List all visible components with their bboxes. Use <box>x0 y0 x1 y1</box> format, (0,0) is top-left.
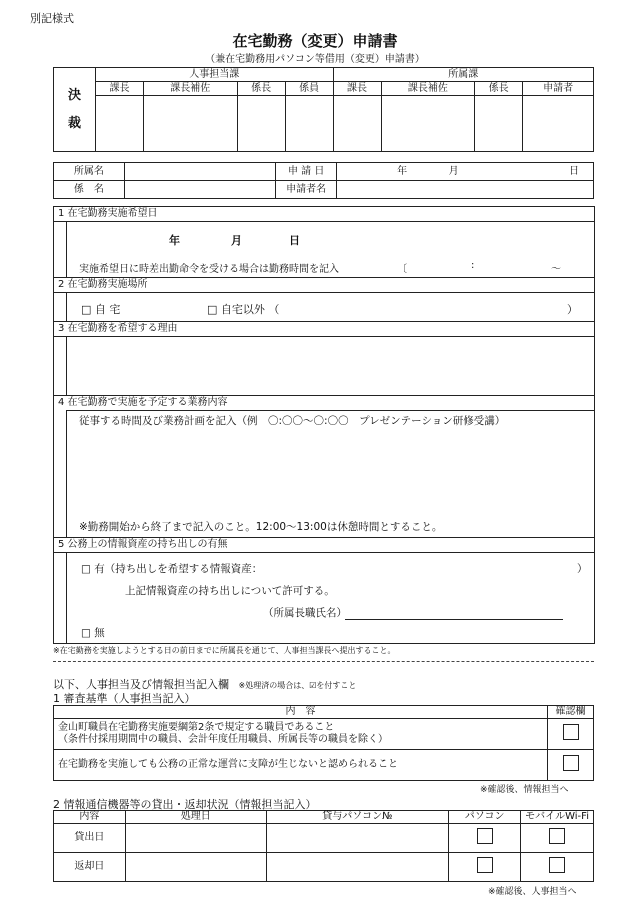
checkbox[interactable] <box>477 828 493 844</box>
section-label: 係 名 <box>54 181 125 199</box>
lending-col: 処理日 <box>125 811 266 824</box>
review-table <box>53 705 594 781</box>
applicant-field[interactable] <box>337 181 594 199</box>
info-table <box>53 162 594 199</box>
approval-col: 課長補佐 <box>143 82 237 96</box>
checkbox[interactable] <box>563 724 579 740</box>
return-wifi-check[interactable] <box>521 852 594 881</box>
approval-side-label: 決 裁 <box>54 68 96 152</box>
lending-note: ※確認後、人事担当へ <box>488 887 577 897</box>
stamp-cell[interactable] <box>333 96 381 152</box>
checkbox[interactable] <box>563 755 579 771</box>
s5-paren-close: ） <box>577 563 588 575</box>
s1-month: 月 <box>231 234 242 247</box>
reason-field[interactable] <box>66 337 594 395</box>
section-5 <box>53 537 595 644</box>
lend-pc-no-field[interactable] <box>266 823 449 852</box>
section-1-header: 1 在宅勤務実施希望日 <box>54 207 594 222</box>
bottom-note: ※在宅勤務を実施しようとする日の前日までに所属長を通じて、人事担当課長へ提出すること。 <box>53 646 396 655</box>
s1-note: 実施希望日に時差出勤命令を受ける場合は勤務時間を記入 <box>79 264 339 275</box>
stamp-cell[interactable] <box>285 96 333 152</box>
stamp-cell[interactable] <box>475 96 523 152</box>
approval-col: 係員 <box>285 82 333 96</box>
s5-no[interactable]: □ 無 <box>81 627 105 639</box>
opt-other[interactable]: □ 自宅以外 （ <box>207 303 280 316</box>
s5-yes[interactable]: □ 有（持ち出しを希望する情報資産： <box>81 563 263 575</box>
checkbox[interactable] <box>549 857 565 873</box>
lending-col: パソコン <box>449 811 521 824</box>
dept-field[interactable] <box>124 163 275 181</box>
lending-row-label: 貸出日 <box>54 823 126 852</box>
approval-col: 課長補佐 <box>381 82 475 96</box>
applicant-label: 申請者名 <box>276 181 337 199</box>
apply-date-label: 申 請 日 <box>276 163 337 181</box>
year-label: 年 <box>337 163 408 181</box>
section-2-header: 2 在宅勤務実施場所 <box>54 278 594 293</box>
s5-chief-label: （所属長職氏名） <box>263 607 347 619</box>
dept-label: 所属名 <box>54 163 125 181</box>
s5-permit: 上記情報資産の持ち出しについて許可する。 <box>125 585 335 597</box>
s1-colon: : <box>471 260 475 271</box>
return-date-field[interactable] <box>125 852 266 881</box>
lend-date-field[interactable] <box>125 823 266 852</box>
dashed-separator <box>53 661 594 662</box>
lending-heading: 2 情報通信機器等の貸出・返却状況（情報担当記入） <box>53 798 317 811</box>
criteria-1: 金山町職員在宅勤務実施要綱第2条で規定する職員であること （条件付採用期間中の職員、会計年度任用職員、所属長等の職員を除く） <box>54 718 548 749</box>
opt-home[interactable]: □ 自 宅 <box>81 303 121 316</box>
s4-instruction: 従事する時間及び業務計画を記入（例 〇:〇〇～〇:〇〇 プレゼンテーション研修受講） <box>79 415 506 427</box>
chief-signature-line[interactable] <box>345 619 563 620</box>
stamp-cell[interactable] <box>523 96 594 152</box>
month-label: 月 <box>407 163 500 181</box>
section-1 <box>53 206 595 278</box>
s1-day: 日 <box>289 234 300 247</box>
s1-tilde: ～ <box>551 264 561 275</box>
stamp-cell[interactable] <box>96 96 144 152</box>
approval-col: 係長 <box>237 82 285 96</box>
personnel-heading-note: ※処理済の場合は、☑を付すこと <box>238 681 357 690</box>
return-pc-check[interactable] <box>449 852 521 881</box>
approval-col: 課長 <box>333 82 381 96</box>
lending-col: モバイルWi-Fi <box>521 811 594 824</box>
section-4-header: 4 在宅勤務で実施を予定する業務内容 <box>58 397 228 408</box>
stamp-cell[interactable] <box>237 96 285 152</box>
section-3 <box>53 321 595 396</box>
s4-note: ※勤務開始から終了まで記入のこと。12:00～13:00は休憩時間とすること。 <box>79 521 443 533</box>
day-label: 日 <box>500 163 593 181</box>
lending-table <box>53 810 594 882</box>
page-title: 在宅勤務（変更）申請書 <box>232 32 398 50</box>
approval-col: 課長 <box>96 82 144 96</box>
checkbox[interactable] <box>549 828 565 844</box>
approval-col: 申請者 <box>523 82 594 96</box>
checkbox[interactable] <box>477 857 493 873</box>
return-pc-no-field[interactable] <box>266 852 449 881</box>
section-5-header: 5 公務上の情報資産の持ち出しの有無 <box>54 538 594 553</box>
lending-col: 貸与パソコン№ <box>266 811 449 824</box>
criteria-2-check[interactable] <box>548 749 594 780</box>
stamp-cell[interactable] <box>143 96 237 152</box>
approval-col: 係長 <box>475 82 523 96</box>
section-2 <box>53 277 595 322</box>
page-subtitle: （兼在宅勤務用パソコン等借用（変更）申請書） <box>205 54 425 65</box>
section-field[interactable] <box>124 181 275 199</box>
lend-pc-check[interactable] <box>449 823 521 852</box>
lending-col: 内容 <box>54 811 126 824</box>
s2-paren-close: ） <box>567 303 578 316</box>
group-office: 所属課 <box>333 68 593 82</box>
stamp-cell[interactable] <box>381 96 475 152</box>
s1-year: 年 <box>169 234 180 247</box>
criteria-1-check[interactable] <box>548 718 594 749</box>
lend-wifi-check[interactable] <box>521 823 594 852</box>
form-type-label: 別記様式 <box>30 12 74 25</box>
content-label: 内 容 <box>54 706 548 719</box>
review-heading: 1 審査基準（人事担当記入） <box>53 692 196 705</box>
lending-row-label: 返却日 <box>54 852 126 881</box>
section-4 <box>53 395 595 538</box>
review-note: ※確認後、情報担当へ <box>480 785 569 795</box>
personnel-heading: 以下、人事担当及び情報担当記入欄 ※処理済の場合は、☑を付すこと <box>53 678 357 691</box>
section-3-header: 3 在宅勤務を希望する理由 <box>54 322 594 337</box>
approval-table <box>53 67 594 152</box>
plan-field[interactable] <box>66 410 594 537</box>
group-personnel: 人事担当課 <box>96 68 334 82</box>
confirm-label: 確認欄 <box>548 706 594 719</box>
criteria-2: 在宅勤務を実施しても公務の正常な運営に支障が生じないと認められること <box>54 749 548 780</box>
s1-paren: 〔 <box>397 264 407 275</box>
